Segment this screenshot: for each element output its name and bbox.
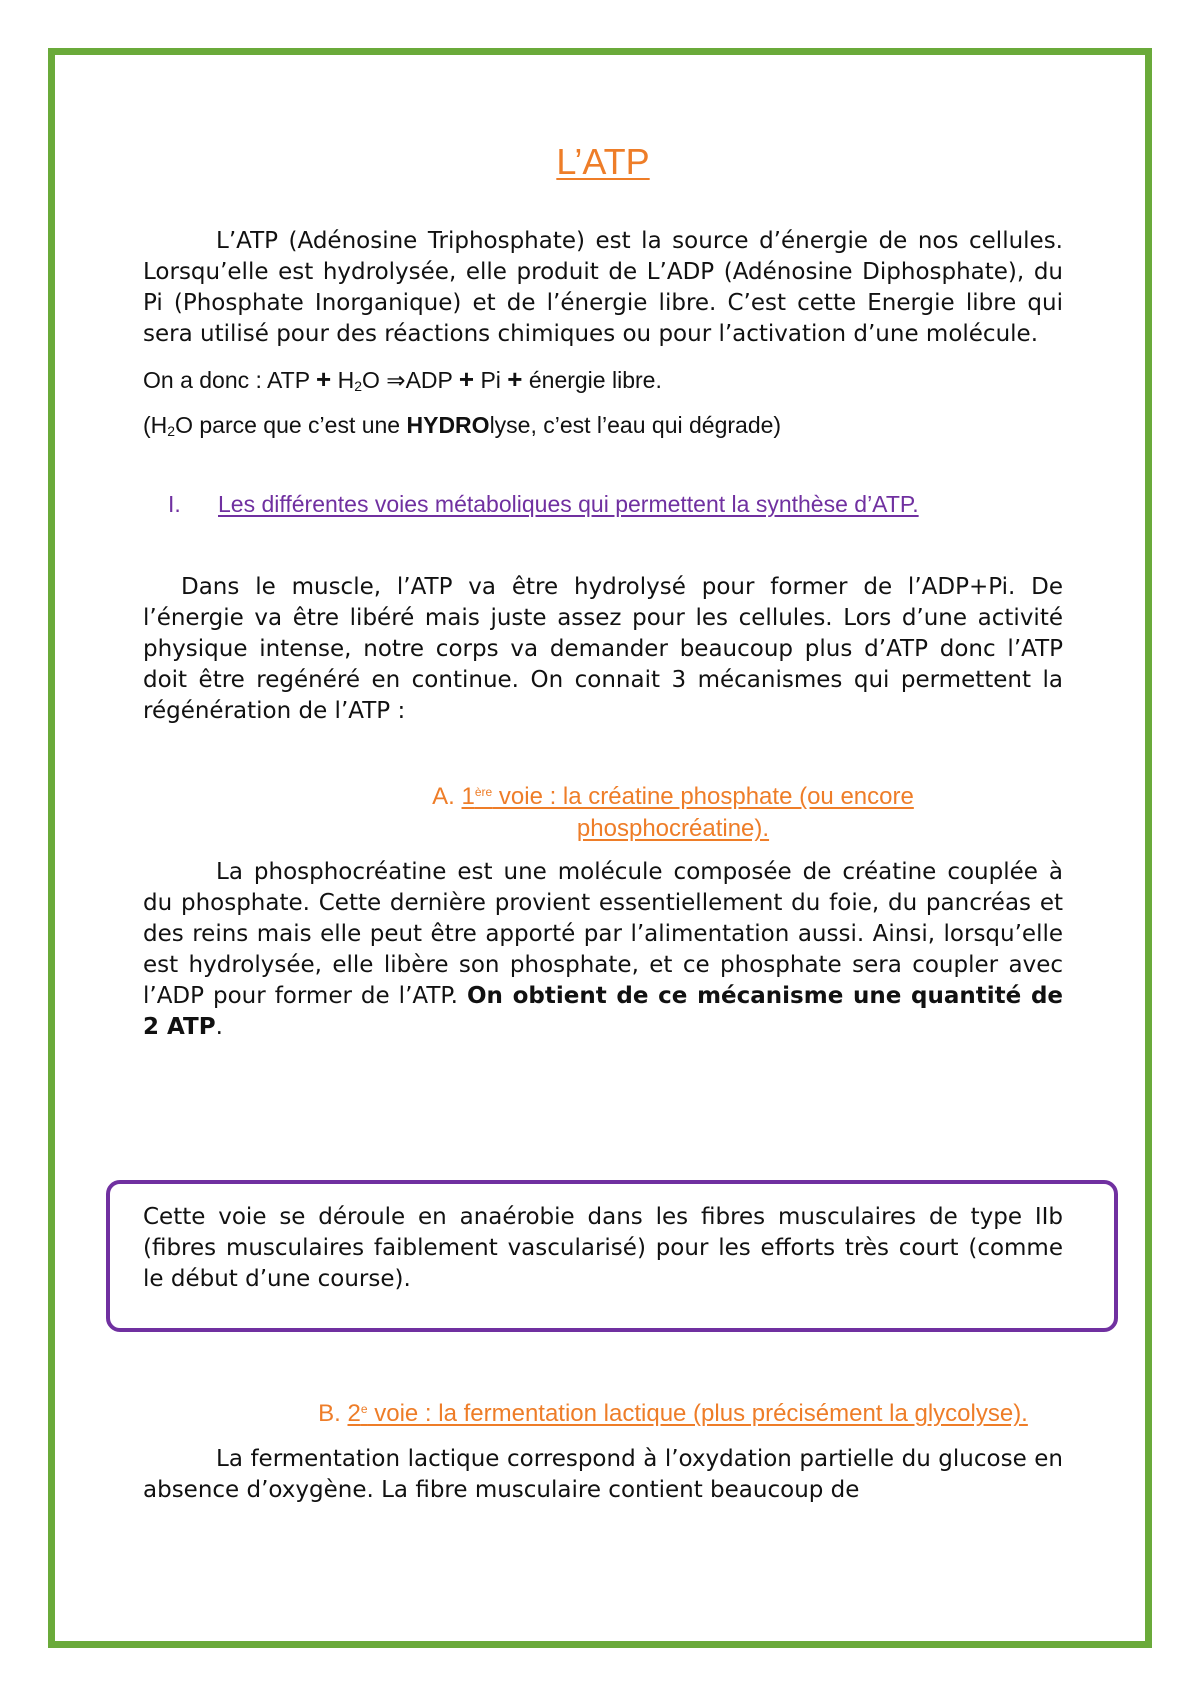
plus-sign: +	[507, 364, 523, 394]
equation-line: On a donc : ATP + $H_2O$ ⇒ADP + Pi + énergie libre.	[143, 364, 662, 394]
section-1-heading: I. Les différentes voies métaboliques qui permettent la synthèse d’ATP.	[168, 491, 919, 517]
plus-sign: +	[316, 364, 332, 394]
section-a-paragraph: La phosphocréatine est une molécule composée de créatine couplée à du phosphate. Cette dernière provient essentiellement du foie, du pancréas et des reins mais elle peut être apporté par l’alimentation aussi. Ainsi, lorsqu’elle est hydrolysée, elle libère son phosphate, et ce phosphate sera coupler avec l’ADP pour former de l’ATP. On obtient de ce mécanisme une quantité de 2 ATP.	[143, 859, 1064, 1040]
section-a-heading: A. 1ère voie : la créatine phosphate (ou encore phosphocréatine).	[432, 783, 914, 842]
page-title: L’ATP	[556, 141, 650, 182]
hydrolyse-note: ($H_2O$ parce que c’est une HYDROlyse, c’est l’eau qui dégrade)	[143, 412, 782, 439]
section-b-heading: B. 2e voie : la fermentation lactique (plus précisément la glycolyse).	[318, 1400, 1028, 1427]
section-b-paragraph: La fermentation lactique correspond à l’oxydation partielle du glucose en absence d’oxygène. La fibre musculaire contient beaucoup de	[143, 1446, 1063, 1503]
section-1-paragraph: Dans le muscle, l’ATP va être hydrolysé pour former de l’ADP+Pi. De l’énergie va être libéré mais juste assez pour les cellules. Lors d’une activité physique intense, notre corps va demander beaucoup plus d’ATP donc l’ATP doit être regénéré en continue. On connait 3 mécanismes qui permettent la régénération de l’ATP :	[143, 574, 1063, 724]
plus-sign: +	[458, 364, 475, 394]
intro-paragraph: L’ATP (Adénosine Triphosphate) est la source d’énergie de nos cellules. Lorsqu’elle est hydrolysée, elle produit de L’ADP (Adénosine Diphosphate), du Pi (Phosphate Inorganique) et de l’énergie libre. C’est cette Energie libre qui sera utilisé pour des réactions chimiques ou pour l’activation d’une molécule.	[143, 228, 1063, 347]
document-body	[143, 140, 1063, 1043]
section-b	[143, 1398, 1063, 1506]
info-box-text: Cette voie se déroule en anaérobie dans les fibres musculaires de type IIb (fibres musculaires faiblement vascularisé) pour les efforts très court (comme le début d’une course).	[143, 1204, 1063, 1292]
